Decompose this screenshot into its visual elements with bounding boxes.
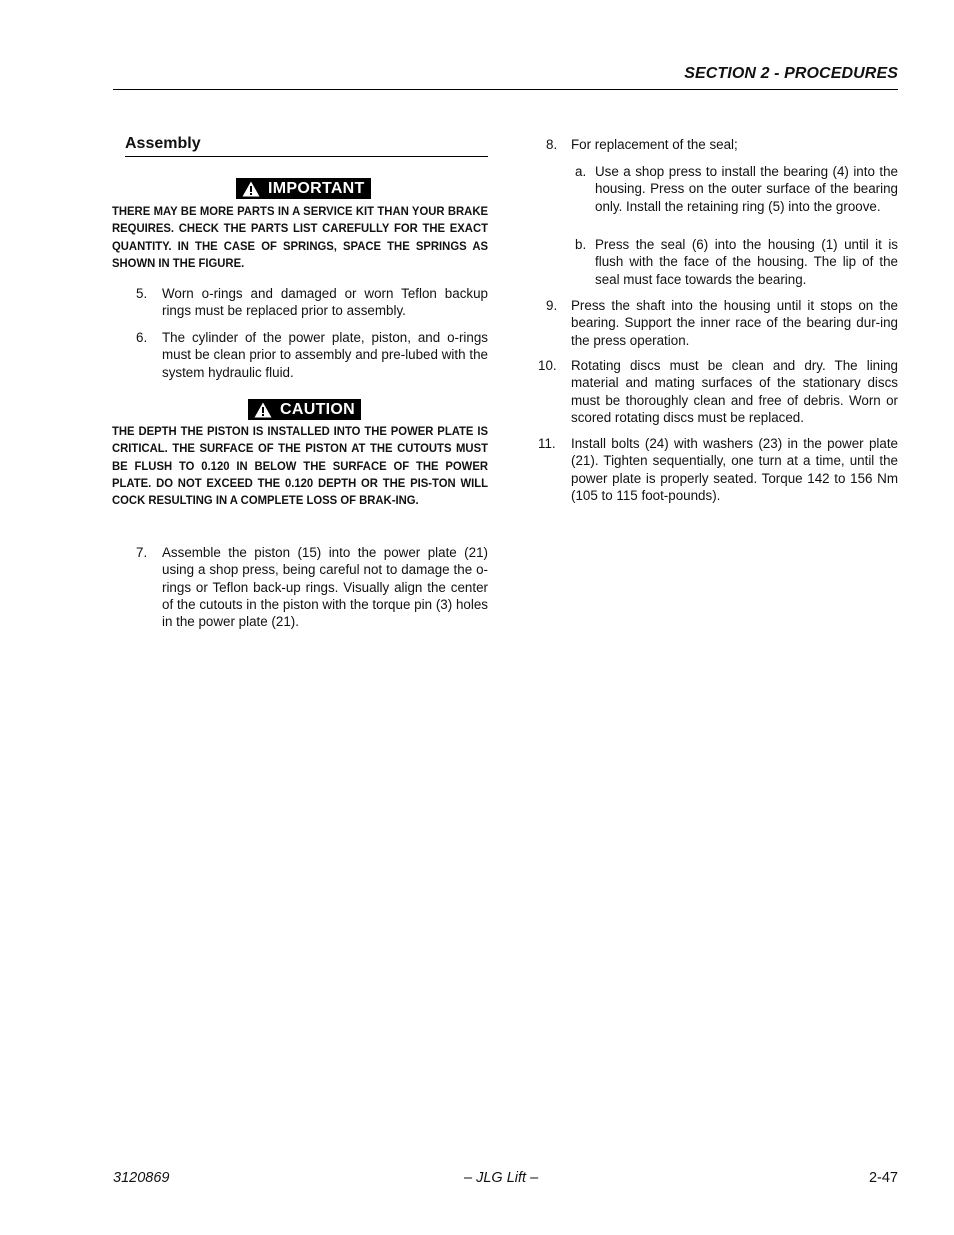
step-number: 10.: [538, 358, 557, 373]
step-text: Press the shaft into the housing until it stops on the bearing. Support the inner race of the bearing dur-ing the press operation.: [571, 298, 898, 348]
step-text: Worn o-rings and damaged or worn Teflon backup rings must be replaced prior to assembly.: [162, 286, 488, 319]
step-text: The cylinder of the power plate, piston, and o-rings must be clean prior to assembly and pre-lubed with the system hydraulic fluid.: [162, 330, 488, 380]
substep-letter: a.: [575, 164, 587, 179]
step-number: 6.: [136, 330, 148, 345]
publisher: – JLG Lift –: [464, 1170, 539, 1186]
important-text: THERE MAY BE MORE PARTS IN A SERVICE KIT THAN YOUR BRAKE REQUIRES. CHECK THE PARTS LIST CAREFULLY FOR THE EXACT QUANTITY. IN THE CASE OF SPRINGS, SPACE THE SPRINGS AS SHOWN IN THE FIGURE.: [112, 204, 488, 270]
step-text: Assemble the piston (15) into the power plate (21) using a shop press, being careful not to damage the o-rings or Teflon back-up rings. Visually align the center of the cutouts in the piston with the torque pin (3) holes in the power plate (21).: [162, 545, 488, 630]
step-number: 7.: [136, 545, 148, 560]
step-text: Rotating discs must be clean and dry. The lining material and mating surfaces of the stationary discs must be thoroughly clean and free of debris. Worn or scored rotating discs must be replaced.: [571, 358, 898, 425]
warning-triangle-icon: [254, 402, 272, 418]
step-number: 9.: [546, 298, 558, 313]
step-text: Use a shop press to install the bearing (4) into the housing. Press on the outer surface of the bearing only. Install the retaining ring (5) into the groove.: [595, 164, 898, 214]
header-rule: [113, 89, 898, 90]
step-text: For replacement of the seal;: [571, 137, 738, 152]
important-label: IMPORTANT: [268, 180, 365, 197]
important-label-box: [236, 178, 371, 199]
doc-number: 3120869: [113, 1170, 170, 1186]
section-title: SECTION 2 - PROCEDURES: [684, 65, 898, 82]
page-number: 2-47: [868, 1170, 898, 1186]
step-number: 5.: [136, 286, 148, 301]
caution-text: THE DEPTH THE PISTON IS INSTALLED INTO THE POWER PLATE IS CRITICAL. THE SURFACE OF THE PISTON AT THE CUTOUTS MUST BE FLUSH TO 0.120 IN BELOW THE SURFACE OF THE POWER PLATE. DO NOT EXCEED THE 0.120 DEPTH OR THE PIS-TON WILL COCK RESULTING IN A COMPLETE LOSS OF BRAK-ING.: [112, 424, 488, 508]
step-number: 8.: [546, 137, 558, 152]
warning-triangle-icon: [242, 181, 260, 197]
step-text: Press the seal (6) into the housing (1) until it is flush with the face of the housing. The lip of the seal must face towards the bearing.: [595, 237, 898, 287]
substep-letter: b.: [575, 237, 587, 252]
caution-label: CAUTION: [280, 401, 355, 418]
assembly-heading: Assembly: [125, 135, 488, 157]
step-number: 11.: [538, 436, 556, 451]
step-text: Install bolts (24) with washers (23) in the power plate (21). Tighten sequentially, one turn at a time, until the power plate is properly seated. Torque 142 to 156 Nm (105 to 115 foot-pounds).: [571, 436, 898, 503]
caution-label-box: [248, 399, 361, 420]
